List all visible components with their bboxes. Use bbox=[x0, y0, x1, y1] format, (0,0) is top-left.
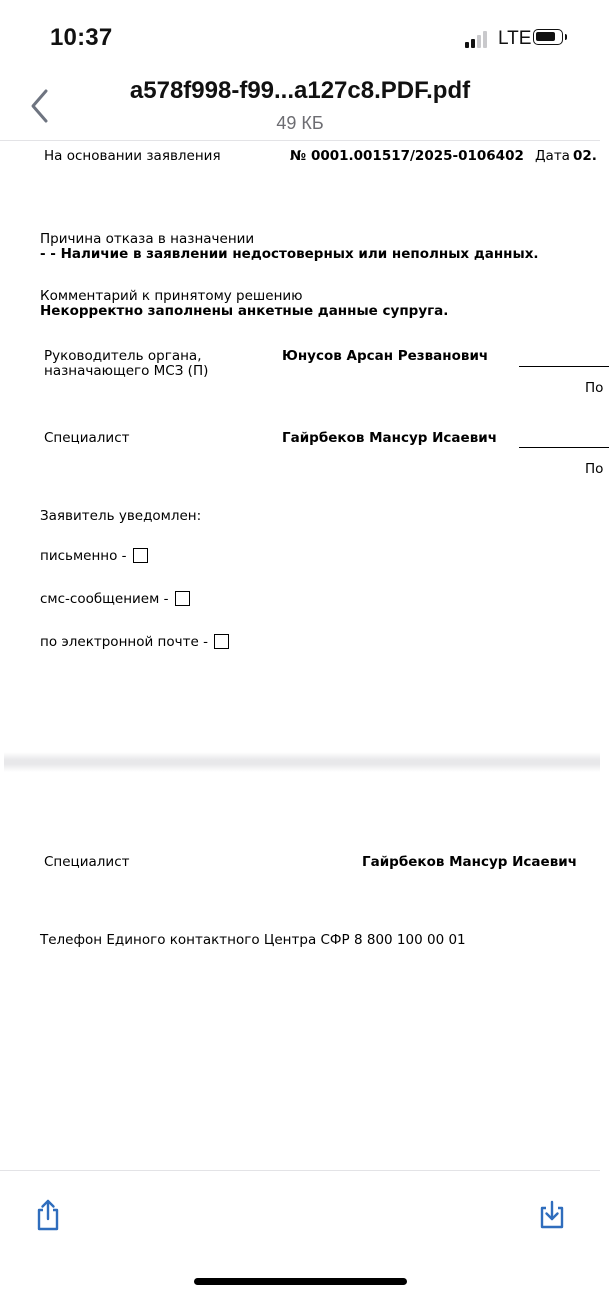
document-title: a578f998-f99...a127c8.PDF.pdf bbox=[129, 77, 471, 104]
comment-value: Некорректно заполнены анкетные данные супруга. bbox=[40, 303, 449, 319]
head-label-line2: назначающего МСЗ (П) bbox=[44, 363, 209, 379]
specialist-label: Специалист bbox=[44, 430, 130, 446]
notify-email-checkbox bbox=[214, 634, 229, 649]
cellular-signal-icon bbox=[465, 30, 491, 48]
battery-icon bbox=[533, 29, 563, 45]
specialist-signature-caption: По bbox=[585, 461, 604, 477]
head-name: Юнусов Арсан Резванович bbox=[282, 348, 489, 364]
page2-specialist-label: Специалист bbox=[44, 854, 130, 870]
comment-label: Комментарий к принятому решению bbox=[40, 288, 303, 304]
contact-phone: Телефон Единого контактного Центра СФР 8 800 100 00 01 bbox=[40, 932, 466, 948]
save-to-files-icon bbox=[536, 1199, 568, 1231]
application-number: № 0001.001517/2025-0106402 bbox=[290, 148, 524, 164]
notify-written-checkbox bbox=[133, 548, 148, 563]
head-label-line1: Руководитель органа, bbox=[44, 348, 202, 364]
specialist-signature-line bbox=[519, 447, 609, 448]
notified-title: Заявитель уведомлен: bbox=[40, 508, 202, 524]
save-button[interactable] bbox=[536, 1199, 568, 1231]
head-signature-line bbox=[519, 366, 609, 367]
basis-label: На основании заявления bbox=[44, 148, 221, 164]
status-time: 10:37 bbox=[50, 24, 113, 51]
head-signature-caption: По bbox=[585, 380, 604, 396]
specialist-name: Гайрбеков Мансур Исаевич bbox=[282, 430, 497, 446]
page2-specialist-name: Гайрбеков Мансур Исаевич bbox=[362, 854, 577, 870]
notify-written-label: письменно - bbox=[40, 548, 127, 564]
share-button[interactable] bbox=[33, 1198, 63, 1232]
network-type: LTE bbox=[498, 28, 532, 49]
notify-sms-checkbox bbox=[175, 591, 190, 606]
notify-email-label: по электронной почте - bbox=[40, 634, 208, 650]
notify-sms-label: смс-сообщением - bbox=[40, 591, 169, 607]
refusal-label: Причина отказа в назначении bbox=[40, 231, 255, 247]
page-separator bbox=[4, 752, 600, 772]
toolbar-divider bbox=[0, 1170, 600, 1171]
file-size: 49 КБ bbox=[276, 113, 324, 133]
home-indicator[interactable] bbox=[194, 1278, 407, 1285]
header-divider bbox=[0, 140, 600, 141]
date-label: Дата bbox=[535, 148, 570, 164]
date-value: 02. bbox=[573, 148, 597, 164]
refusal-reason: - - Наличие в заявлении недостоверных или неполных данных. bbox=[40, 246, 539, 262]
share-icon bbox=[33, 1198, 63, 1232]
